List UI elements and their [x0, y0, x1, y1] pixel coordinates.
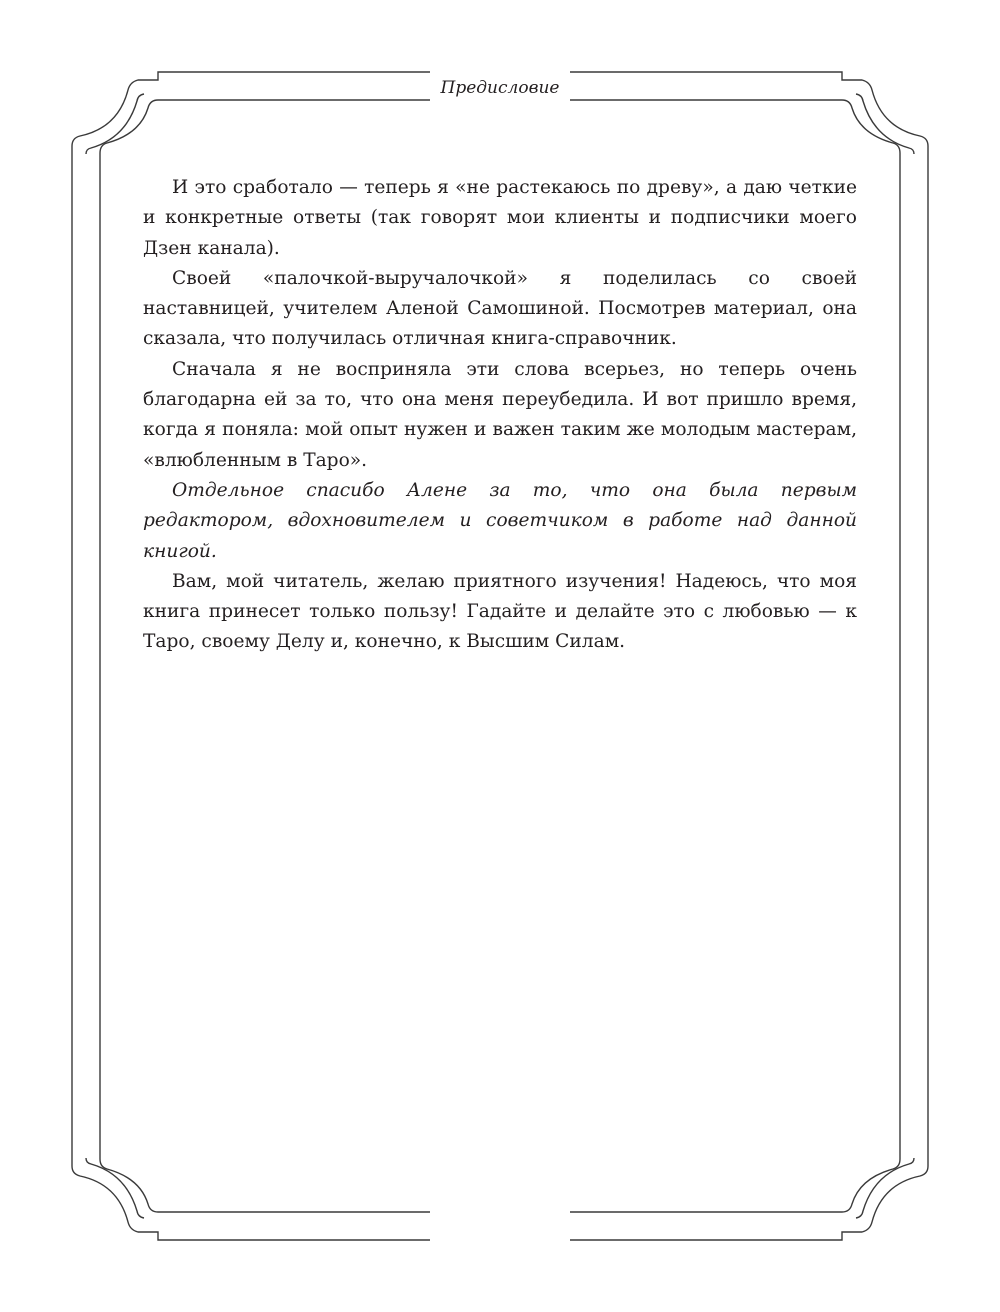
paragraph	[143, 355, 857, 476]
paragraph	[143, 173, 857, 264]
paragraph	[143, 567, 857, 658]
running-header-title: Предисловие	[440, 78, 560, 98]
text-line: Отдельное спасибо Алене за то, что она была первым редактором, вдох	[143, 479, 857, 532]
text-line: Своей «палочкой-выручалочкой» я поделилась со своей наставницей,	[143, 267, 857, 320]
paragraph-italic	[143, 476, 857, 567]
text-line: Вам, мой читатель, желаю приятного изучения! Надеюсь, что моя книга	[143, 570, 857, 623]
paragraph	[143, 264, 857, 355]
text-line: Сначала я не восприняла эти слова всерьез, но теперь очень благодар	[143, 358, 857, 411]
body-text	[143, 173, 857, 658]
text-line: лучилась отличная книга-справочник.	[295, 328, 677, 350]
text-line: учителем Аленой Самошиной. Посмотрев материал, она сказала, что по	[143, 298, 857, 350]
text-line: принесет только пользу! Гадайте и делайте это с любовью — к Таро, сво	[143, 601, 857, 653]
text-line: И это сработало — теперь я «не растекаюсь по древу», а даю четкие	[172, 177, 857, 198]
text-line: ему Делу и, конечно, к Высшим Силам.	[233, 631, 626, 653]
text-line: ным в Таро».	[239, 449, 368, 471]
text-line: новителем и советчиком в работе над данной книгой.	[143, 510, 857, 562]
text-line: канала).	[197, 237, 280, 259]
text-line: няла: мой опыт нужен и важен таким же молодым мастерам, «влюблен	[143, 419, 857, 471]
text-line: на ей за то, что она меня переубедила. И вот пришло время, когда я по	[143, 389, 857, 441]
text-line: и конкретные ответы (так говорят мои клиенты и подписчики моего Дзен	[143, 207, 857, 259]
